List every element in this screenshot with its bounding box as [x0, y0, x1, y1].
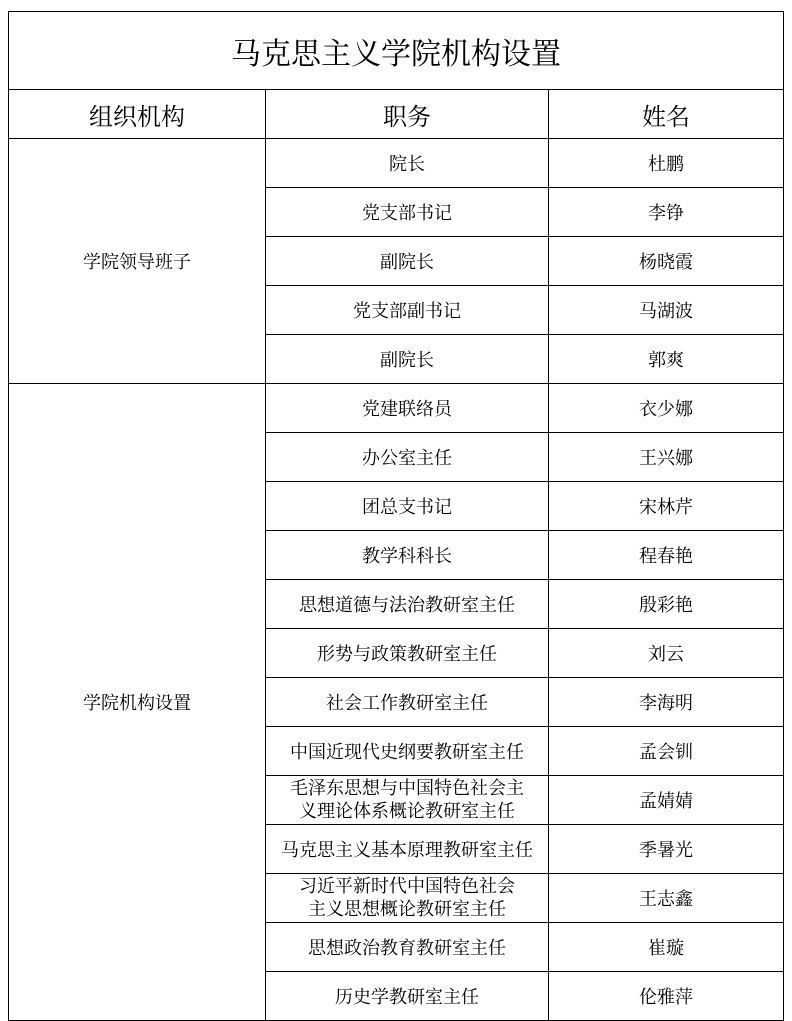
post-cell: 党支部副书记: [266, 286, 549, 335]
post-cell: 马克思主义基本原理教研室主任: [266, 825, 549, 874]
name-cell: 孟会钏: [549, 727, 784, 776]
name-cell: 伦雅萍: [549, 972, 784, 1021]
post-cell: 社会工作教研室主任: [266, 678, 549, 727]
post-cell-two-line: [266, 874, 549, 923]
post-cell: 院长: [266, 139, 549, 188]
post-cell: 思想道德与法治教研室主任: [266, 580, 549, 629]
table-title: 马克思主义学院机构设置: [9, 12, 784, 90]
post-line-2: 义理论体系概论教研室主任: [299, 801, 515, 822]
name-cell: 衣少娜: [549, 384, 784, 433]
post-cell: 副院长: [266, 335, 549, 384]
post-cell: 党支部书记: [266, 188, 549, 237]
header-post: 职务: [266, 90, 549, 139]
org-leadership: 学院领导班子: [9, 139, 266, 384]
post-cell-two-line: [266, 776, 549, 825]
name-cell: 程春艳: [549, 531, 784, 580]
name-cell: 李海明: [549, 678, 784, 727]
name-cell: 崔璇: [549, 923, 784, 972]
name-cell: 李铮: [549, 188, 784, 237]
name-cell: 孟婧婧: [549, 776, 784, 825]
name-cell: 王志鑫: [549, 874, 784, 923]
post-cell: 副院长: [266, 237, 549, 286]
post-cell: 中国近现代史纲要教研室主任: [266, 727, 549, 776]
post-cell: 办公室主任: [266, 433, 549, 482]
post-cell: 历史学教研室主任: [266, 972, 549, 1021]
name-cell: 杜鹏: [549, 139, 784, 188]
name-cell: 宋林芹: [549, 482, 784, 531]
org-departments: 学院机构设置: [9, 384, 266, 1021]
post-line-2: 主义思想概论教研室主任: [308, 899, 506, 920]
post-cell: 团总支书记: [266, 482, 549, 531]
name-cell: 殷彩艳: [549, 580, 784, 629]
name-cell: 季暑光: [549, 825, 784, 874]
post-line-1: 毛泽东思想与中国特色社会主: [290, 778, 524, 799]
name-cell: 郭爽: [549, 335, 784, 384]
post-line-1: 习近平新时代中国特色社会: [299, 876, 515, 897]
name-cell: 马湖波: [549, 286, 784, 335]
post-cell: 党建联络员: [266, 384, 549, 433]
name-cell: 王兴娜: [549, 433, 784, 482]
name-cell: 杨晓霞: [549, 237, 784, 286]
post-cell: 思想政治教育教研室主任: [266, 923, 549, 972]
header-name: 姓名: [549, 90, 784, 139]
post-cell: 形势与政策教研室主任: [266, 629, 549, 678]
org-structure-table: [8, 11, 784, 1021]
name-cell: 刘云: [549, 629, 784, 678]
post-cell: 教学科科长: [266, 531, 549, 580]
header-org: 组织机构: [9, 90, 266, 139]
